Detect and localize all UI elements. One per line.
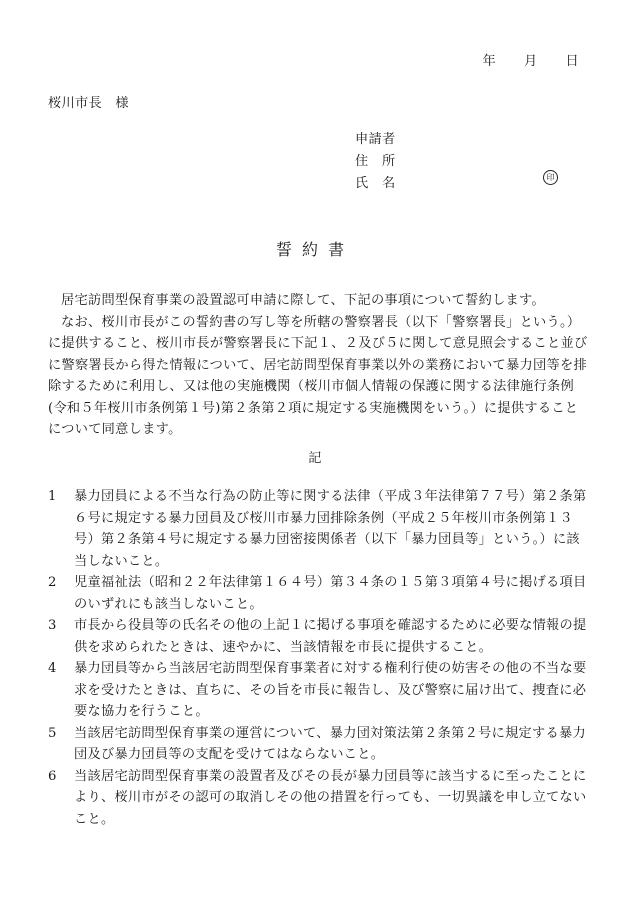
item-text: 児童福祉法（昭和２２年法律第１６４号）第３４条の１５第３項第４号に掲げる項目のいずれにも該当しないこと。	[74, 575, 587, 612]
list-item	[48, 486, 588, 572]
item-number: 6	[48, 768, 57, 784]
document-title: 誓約書	[275, 240, 354, 259]
item-number: 3	[48, 618, 57, 633]
item-text: 市長から役員等の氏名その他の上記１に掲げる事項を確認するために必要な情報の提供を求められたときは、速やかに、当該情報を市長に提供すること。	[74, 618, 587, 655]
item-text: 暴力団員等から当該居宅訪問型保育事業者に対する権利行使の妨害その他の不当な要求を受けたときは、直ちに、その旨を市長に報告し、及び警察に届け出て、捜査に必要な協力を行うこと。	[74, 661, 587, 719]
date-line	[483, 50, 580, 69]
item-number: 5	[48, 725, 57, 741]
intro-section	[48, 290, 588, 441]
ki-heading: 記	[308, 451, 322, 466]
item-text: 当該居宅訪問型保育事業の設置者及びその長が暴力団員等に該当するに至ったことにより、桜川市がその認可の取消しその他の措置を行っても、一切異議を申し立てないこと。	[74, 768, 587, 827]
date-year: 年	[482, 54, 496, 69]
item-number: 2	[48, 575, 57, 590]
item-number: 4	[48, 661, 57, 676]
list-item	[48, 572, 588, 615]
list-item	[48, 766, 588, 831]
applicant-label: 申請者	[355, 132, 396, 147]
list-item	[48, 615, 588, 658]
intro-paragraph-1: 居宅訪問型保育事業の設置認可申請に際して、下記の事項について誓約します。	[61, 293, 545, 308]
list-item	[48, 723, 588, 766]
address-label: 住 所	[355, 154, 396, 169]
date-month: 月	[524, 54, 538, 69]
addressee: 桜川市長 様	[48, 96, 129, 111]
seal-mark: 印	[543, 170, 558, 185]
list-item	[48, 658, 588, 723]
intro-paragraph-2: なお、桜川市長がこの誓約書の写し等を所轄の警察署長（以下「警察署長」という。）に提供すること、桜川市長が警察署長に下記１、２及び５に関して意見照会すること並びに警察署長から得た情報について、居宅訪問型保育事業以外の業務において暴力団等を排除するために利用し、又は他の実施機関（桜川市個人情報の保護に関する法律施行条例(令和５年桜川市条例第１号)第２条第２項に規定する実施機関をいう。）に提供することについて同意します。	[48, 314, 588, 437]
item-number: 1	[48, 489, 57, 504]
item-text: 暴力団員による不当な行為の防止等に関する法律（平成３年法律第７７号）第２条第６号に規定する暴力団員及び桜川市暴力団排除条例（平成２５年桜川市条例第１３号）第２条第４号に規定する暴力団密接関係者（以下「暴力団員等」という。）に該当しないこと。	[74, 489, 587, 569]
date-day: 日	[565, 54, 579, 69]
items-list	[48, 486, 588, 830]
item-text: 当該居宅訪問型保育事業の運営について、暴力団対策法第２条第２号に規定する暴力団及び暴力団員等の支配を受けてはならないこと。	[74, 725, 586, 762]
name-label: 氏 名	[355, 176, 396, 191]
